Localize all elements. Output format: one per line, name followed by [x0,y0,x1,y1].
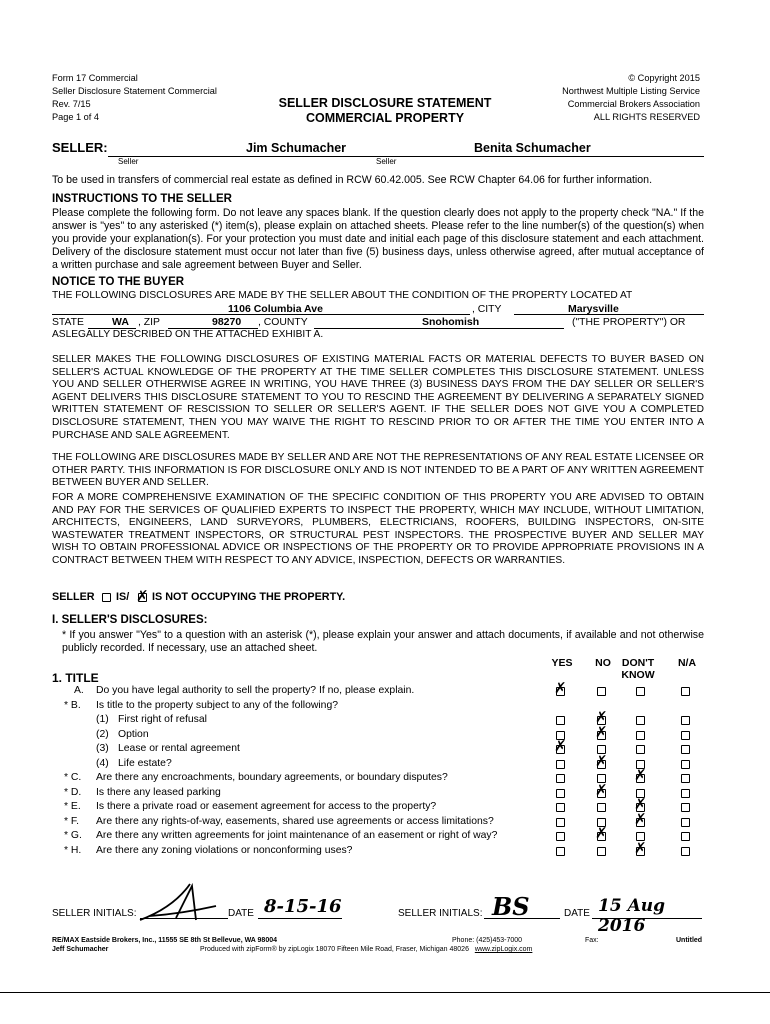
answer-dont-know-checkbox[interactable] [636,818,645,827]
publisher: Northwest Multiple Listing Service [562,86,700,96]
answer-na-checkbox[interactable] [681,745,690,754]
question-row [0,800,770,815]
question-text: Lease or rental agreement [118,743,240,754]
produced-by [200,945,532,954]
question-label: * C. [64,772,82,783]
answer-dont-know-checkbox[interactable] [636,687,645,696]
property-label: ("THE PROPERTY") OR [572,317,686,328]
date-line-1 [258,918,342,919]
question-text: Are there any written agreements for joint maintenance of an easement or right of way? [96,830,498,841]
section-1-note: * If you answer "Yes" to a question with an asterisk (*), please explain your answer and attach documents, if available and not otherwise publicly recorded. If necessary, use an attached sheet. [62,629,704,654]
notice-paragraph-2: THE FOLLOWING ARE DISCLOSURES MADE BY SELLER AND ARE NOT THE REPRESENTATIONS OF ANY REAL ESTATE LICENSEE OR OTHER PARTY. THIS INFORMATION IS FOR DISCLOSURE ONLY AND IS NOT INTENDED TO BE A PART OF ANY WRITTEN AGREEMENT BETWEEN BUYER AND SELLER. [52,452,704,489]
question-label: (2) [96,728,109,740]
date-value-1[interactable]: 8-15-16 [264,896,342,917]
seller-name-2[interactable]: Benita Schumacher [474,141,591,155]
question-row [0,713,770,728]
address-value[interactable]: 1106 Columbia Ave [228,303,323,315]
form-name: Seller Disclosure Statement Commercial [52,86,217,96]
answer-yes-checkbox[interactable] [556,803,565,812]
answer-na-checkbox[interactable] [681,687,690,696]
answer-dont-know-checkbox[interactable] [636,847,645,856]
seller-label: SELLER: [52,140,108,155]
initials-label-2: SELLER INITIALS: [398,908,483,919]
date-value-2[interactable]: 15 Aug 2016 [598,896,666,936]
question-text: Is there any leased parking [96,786,221,798]
fax: Fax: [585,937,599,944]
question-text: Life estate? [118,757,172,769]
occupancy-is-not-checkbox[interactable] [138,593,147,602]
question-row [0,757,770,772]
answer-no-checkbox[interactable] [597,760,606,769]
occupancy-row [52,591,452,607]
question-row [0,829,770,844]
instructions-text: Please complete the following form. Do not leave any spaces blank. If the question clearly does not apply to the property check "NA." If the answer is "yes" to any asterisked (*) item(s), please explain on attached sheets. Please refer to the line number(s) of the question(s) when you provide your explanation(s). For your protection you must date and initial each page of this disclosure statement and each attachment. Delivery of the disclosure statement must occur not later than five (5) business days, unless otherwise agreed, after mutual acceptance of a written purchase and sale agreement between Buyer and Seller. [52,207,704,271]
notice-line-1: THE FOLLOWING DISCLOSURES ARE MADE BY THE SELLER ABOUT THE CONDITION OF THE PROPERTY LOCATED AT [52,290,633,301]
title-line-2: COMMERCIAL PROPERTY [305,111,465,125]
question-text: First right of refusal [118,714,207,725]
question-text: Option [118,728,149,740]
notice-paragraph-3: FOR A MORE COMPREHENSIVE EXAMINATION OF THE SPECIFIC CONDITION OF THIS PROPERTY YOU ARE ADVISED TO OBTAIN AND PAY FOR THE SERVICES OF QUALIFIED EXPERTS TO INSPECT THE PROPERTY, WHICH MAY INCLUDE, WITHOUT LIMITATION, ARCHITECTS, ENGINEERS, LAND SURVEYORS, PLUMBERS, ELECTRICIANS, ROOFERS, BUILDING INSPECTORS, ON-SITE WASTEWATER TREATMENT INSPECTORS, OR STRUCTURAL PEST INSPECTORS. THE PROSPECTIVE BUYER AND SELLER MAY WISH TO OBTAIN PROFESSIONAL ADVICE OR INSPECTIONS OF THE PROPERTY OR TO PROVIDE APPROPRIATE PROVISIONS IN A CONTRACT BETWEEN THEM WITH RESPECT TO ANY ADVICE, INSPECTION, DEFECTS OR WARRANTIES. [52,492,704,566]
answer-no-checkbox[interactable] [597,832,606,841]
answer-dont-know-checkbox[interactable] [636,731,645,740]
answer-na-checkbox[interactable] [681,789,690,798]
question-text: Are there any zoning violations or nonconforming uses? [96,844,353,856]
title-line-1: SELLER DISCLOSURE STATEMENT [278,96,492,110]
answer-no-checkbox[interactable] [597,789,606,798]
question-label: A. [74,685,84,696]
col-no: NO [595,657,611,669]
answer-na-checkbox[interactable] [681,731,690,740]
question-label: * B. [64,699,81,711]
address-block [52,302,704,330]
legal-description: ASLEGALLY DESCRIBED ON THE ATTACHED EXHIBIT A. [52,329,324,340]
answer-yes-checkbox[interactable] [556,789,565,798]
page-bottom-rule [0,992,770,993]
answer-na-checkbox[interactable] [681,832,690,841]
zip-label: , ZIP [138,317,160,328]
question-label: (1) [96,714,109,725]
answer-yes-checkbox[interactable] [556,818,565,827]
occupancy-prefix: SELLER [52,591,95,603]
col-yes: YES [551,657,573,669]
question-row [0,742,770,757]
answer-dont-know-checkbox[interactable] [636,716,645,725]
question-label: (3) [96,743,109,754]
county-label: , COUNTY [258,317,308,328]
state-value[interactable]: WA [112,316,129,328]
seller-line [108,156,704,157]
answer-yes-checkbox[interactable] [556,687,565,696]
col-dont-know: DON'T KNOW [621,657,655,681]
col-na: N/A [677,657,697,669]
occupancy-suffix: IS NOT OCCUPYING THE PROPERTY. [152,591,346,603]
answer-yes-checkbox[interactable] [556,716,565,725]
notice-heading: NOTICE TO THE BUYER [52,276,185,288]
zip-value[interactable]: 98270 [212,316,242,328]
seller-sublabel-1: Seller [118,157,139,166]
city-label: , CITY [472,304,502,315]
phone: Phone: (425)453-7000 [452,937,523,944]
date-label-2: DATE [564,908,590,919]
notice-paragraph-1: SELLER MAKES THE FOLLOWING DISCLOSURES OF EXISTING MATERIAL FACTS OR MATERIAL DEFECTS TO BUYER BASED ON SELLER'S ACTUAL KNOWLEDGE OF THE PROPERTY AT THE TIME SELLER COMPLETES THIS DISCLOSURE STATEMENT. UNLESS YOU AND SELLER OTHERWISE AGREE IN WRITING, YOU HAVE THREE (3) BUSINESS DAYS FROM THE DAY SELLER OR SELLER'S AGENT DELIVERS THIS DISCLOSURE STATEMENT TO YOU TO RESCIND THE AGREEMENT BY DELIVERING A SEPARATELY SIGNED WRITTEN STATEMENT OF RESCISSION TO SELLER OR SELLER'S AGENT. IF THE SELLER DOES NOT GIVE YOU A COMPLETED DISCLOSURE STATEMENT, THEN YOU MAY WAIVE THE RIGHT TO RESCIND PRIOR TO OR AFTER THE TIME YOU ENTER INTO A PURCHASE AND SALE AGREEMENT. [52,354,704,441]
answer-na-checkbox[interactable] [681,760,690,769]
occupancy-is-label: IS/ [116,591,130,603]
answer-no-checkbox[interactable] [597,847,606,856]
page-number: Page 1 of 4 [52,112,99,122]
city-value[interactable]: Marysville [568,303,619,315]
question-label: * F. [64,815,80,827]
question-text: Is title to the property subject to any of the following? [96,699,339,711]
broker-info: RE/MAX Eastside Brokers, Inc., 11555 SE 8th St Bellevue, WA 98004 [52,937,278,944]
answer-no-checkbox[interactable] [597,731,606,740]
question-row [0,728,770,743]
answer-na-checkbox[interactable] [681,716,690,725]
answer-dont-know-checkbox[interactable] [636,745,645,754]
answer-yes-checkbox[interactable] [556,745,565,754]
form-number: Form 17 Commercial [52,73,138,83]
question-row [0,771,770,786]
answer-yes-checkbox[interactable] [556,847,565,856]
produced-text: Produced with zipForm® by zipLogix 18070 Fifteen Mile Road, Fraser, Michigan 48026 [200,946,469,953]
answer-yes-checkbox[interactable] [556,760,565,769]
question-label: * D. [64,786,82,798]
rights: ALL RIGHTS RESERVED [593,112,700,122]
intro-text: To be used in transfers of commercial real estate as defined in RCW 60.42.005. See RCW Chapter 64.06 for further information. [52,174,653,186]
form-rev: Rev. 7/15 [52,99,91,109]
answer-no-checkbox[interactable] [597,687,606,696]
question-text: Is there a private road or easement agreement for access to the property? [96,801,437,812]
question-label: * E. [64,801,81,812]
answer-na-checkbox[interactable] [681,774,690,783]
question-row [0,815,770,830]
question-text: Are there any rights-of-way, easements, shared use agreements or access limitations? [96,815,494,827]
answer-no-checkbox[interactable] [597,803,606,812]
seller-initials-2[interactable]: BS [492,892,530,921]
association: Commercial Brokers Association [567,99,700,109]
question-row [0,786,770,801]
copyright: © Copyright 2015 [628,73,700,83]
answer-na-checkbox[interactable] [681,803,690,812]
seller-name-1[interactable]: Jim Schumacher [246,141,347,155]
state-label: STATE [52,317,84,328]
section-1-heading: I. SELLER'S DISCLOSURES: [52,614,208,626]
question-label: * G. [64,830,82,841]
ziplogix-link[interactable]: www.zipLogix.com [474,946,533,953]
question-text: Are there any encroachments, boundary agreements, or boundary disputes? [96,772,448,783]
signature-row [52,880,712,936]
question-row [0,844,770,859]
document-title [0,96,770,126]
county-value[interactable]: Snohomish [422,316,480,328]
answer-dont-know-checkbox[interactable] [636,774,645,783]
answer-yes-checkbox[interactable] [556,774,565,783]
title-section-heading: 1. TITLE [52,671,99,685]
question-text: Do you have legal authority to sell the property? If no, please explain. [96,685,415,696]
question-label: (4) [96,757,109,769]
answer-yes-checkbox[interactable] [556,832,565,841]
occupancy-is-checkbox[interactable] [102,593,111,602]
question-label: * H. [64,844,82,856]
seller-initials-signature-1[interactable] [136,880,226,924]
date-label-1: DATE [228,908,254,919]
question-row [0,684,770,699]
question-row [0,699,770,714]
seller-sublabel-2: Seller [376,157,397,166]
answer-na-checkbox[interactable] [681,847,690,856]
answer-na-checkbox[interactable] [681,818,690,827]
agent-name: Jeff Schumacher [52,946,109,953]
instructions-heading: INSTRUCTIONS TO THE SELLER [52,193,232,205]
initials-label-1: SELLER INITIALS: [52,908,137,919]
untitled-label: Untitled [676,937,703,944]
